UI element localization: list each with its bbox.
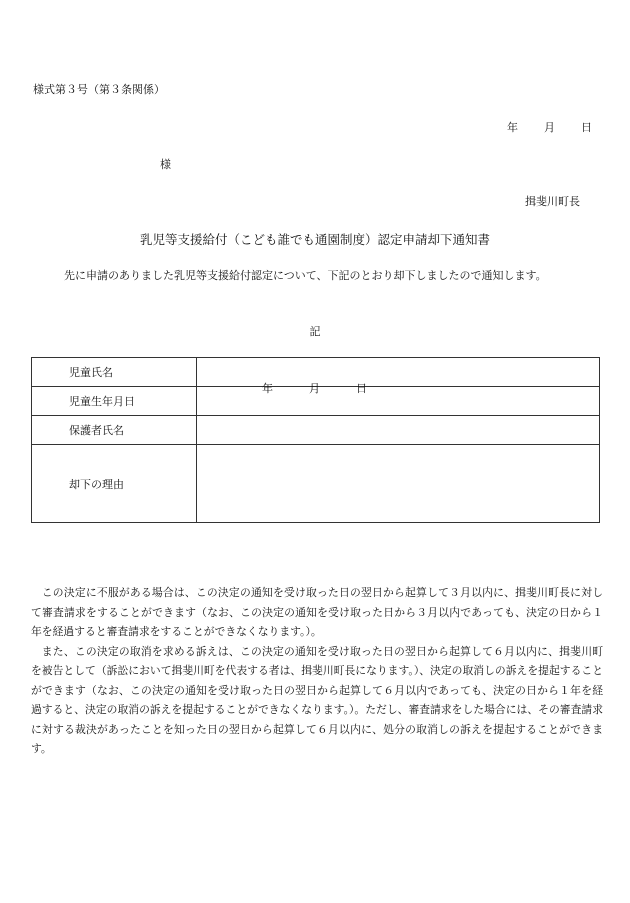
- guardian-name-label: 保護者氏名: [32, 416, 197, 445]
- table-row-rejection-reason: [32, 445, 600, 523]
- issue-date-day: 日: [581, 121, 592, 134]
- birthdate-month: 月: [309, 382, 320, 395]
- appeal-note-review-request: この決定に不服がある場合は、この決定の通知を受け取った日の翌日から起算して３月以内に、揖斐川町長に対して審査請求をすることができます（なお、この決定の通知を受け取った日から３月以内であっても、決定の日から１年を経過すると審査請求をすることができなくなります。）。: [31, 586, 603, 638]
- child-name-label: 児童氏名: [32, 358, 197, 387]
- child-birthdate-label: 児童生年月日: [32, 387, 197, 416]
- form-number: 様式第３号（第３条関係）: [33, 83, 165, 96]
- issue-date-year: 年: [507, 121, 518, 134]
- ki-heading: 記: [309, 325, 321, 338]
- intro-text: 先に申請のありました乳児等支援給付認定について、下記のとおり却下しましたので通知します。: [64, 269, 547, 282]
- issue-date: [507, 119, 592, 135]
- application-details-table: [31, 357, 600, 523]
- birthdate-year: 年: [262, 382, 273, 395]
- table-row-child-birthdate: [32, 387, 600, 416]
- rejection-reason-label: 却下の理由: [32, 445, 197, 523]
- guardian-name-value: [197, 416, 600, 445]
- child-name-value: [197, 358, 600, 387]
- appeal-note-revocation-suit: また、この決定の取消を求める訴えは、この決定の通知を受け取った日の翌日から起算して６月以内に、揖斐川町を被告として（訴訟において揖斐川町を代表する者は、揖斐川町長になります。）、決定の取消しの訴えを提起することができます（なお、この決定の通知を受け取った日の翌日から起算して６月以内であっても、決定の日から１年を経過すると、決定の取消の訴えを提起することができなくなります。）。ただし、審査請求をした場合には、その審査請求に対する裁決があったことを知った日の翌日から起算して６月以内に、処分の取消しの訴えを提起することができます。: [31, 644, 603, 755]
- child-birthdate-value: [197, 382, 600, 416]
- appeal-notes: [31, 583, 603, 759]
- rejection-reason-value: [197, 445, 600, 523]
- document-title: 乳児等支援給付（こども誰でも通園制度）認定申請却下通知書: [139, 232, 490, 247]
- birthdate-day: 日: [356, 382, 367, 395]
- table-row-guardian-name: [32, 416, 600, 445]
- issue-date-month: 月: [544, 121, 555, 134]
- addressee-suffix: 様: [160, 158, 171, 171]
- issuer-name: 揖斐川町長: [525, 195, 580, 208]
